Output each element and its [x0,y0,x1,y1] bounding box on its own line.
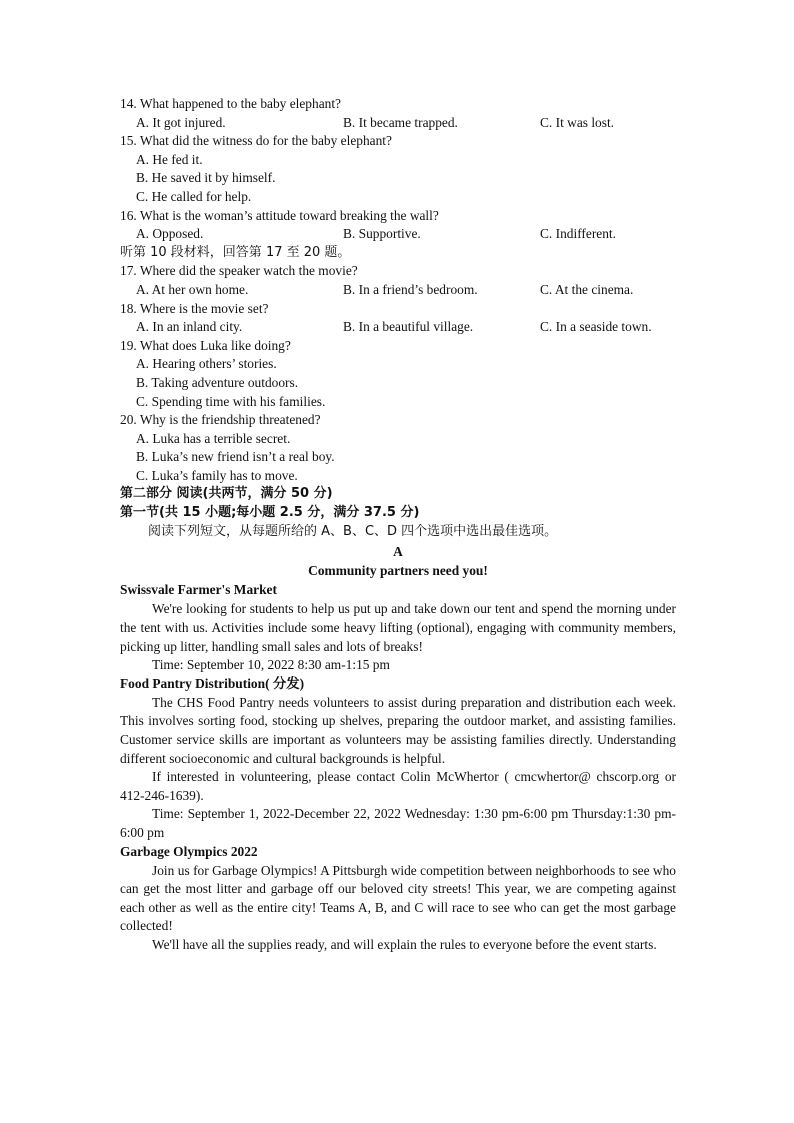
section-body-2: We'll have all the supplies ready, and will explain the rules to everyone before the event starts. [152,936,657,952]
option-b: B. In a friend’s bedroom. [343,281,478,297]
question-18: 18. Where is the movie set? [120,300,269,316]
section-heading: Swissvale Farmer's Market [120,582,277,598]
question-14: 14. What happened to the baby elephant? [120,96,341,111]
question-16: 16. What is the woman’s attitude toward breaking the wall? [120,207,439,223]
options-row-18 [120,318,676,337]
option-b: B. Taking adventure outdoors. [136,374,299,390]
option-c: C. At the cinema. [540,281,634,297]
option-a: A. At her own home. [136,281,249,297]
options-row-16 [120,225,676,244]
option-c: C. He called for help. [136,188,252,204]
question-15: 15. What did the witness do for the baby elephant? [120,133,392,149]
option-c: C. In a seaside town. [540,319,652,335]
reading-instruction: 阅读下列短文，从每题所给的 A、B、C、D 四个选项中选出最佳选项。 [148,524,558,540]
section-time: Time: September 1, 2022-December 22, 2022 Wednesday: 1:30 pm-6:00 pm Thursday:1:30 pm-6:00 pm [120,806,676,840]
section-heading: Food Pantry Distribution( 分发) [120,675,305,691]
option-a: A. In an inland city. [136,319,243,335]
option-a: A. Luka has a terrible secret. [136,430,291,446]
option-c: C. Spending time with his families. [136,393,326,409]
options-row-17 [120,281,676,300]
option-a: A. It got injured. [136,114,226,130]
section1-heading: 第一节(共 15 小题;每小题 2.5 分，满分 37.5 分) [120,505,420,521]
option-a: A. Opposed. [136,226,204,242]
option-b: B. He saved it by himself. [136,170,276,186]
option-a: A. He fed it. [136,151,203,167]
question-19: 19. What does Luka like doing? [120,337,291,353]
option-b: B. Luka’s new friend isn’t a real boy. [136,449,335,465]
part2-heading: 第二部分 阅读(共两节，满分 50 分) [120,486,333,502]
option-c: C. It was lost. [540,114,615,130]
section-time: Time: September 10, 2022 8:30 am-1:15 pm [152,657,390,673]
passage-letter: A [393,544,403,560]
option-a: A. Hearing others’ stories. [136,356,277,372]
options-row-14 [120,114,676,133]
exam-page [120,95,676,955]
option-c: C. Indifferent. [540,226,616,242]
option-c: C. Luka’s family has to move. [136,467,298,483]
question-17: 17. Where did the speaker watch the movie? [120,263,358,279]
option-b: B. It became trapped. [343,114,458,130]
section-body: The CHS Food Pantry needs volunteers to assist during preparation and distribution each week. This involves sorting food, stocking up shelves, preparing the outdoor market, and assisting families. Customer service skills are important as volunteers may be assisting families directly. Understanding different socioeconomic and cultural backgrounds is helpful. [120,694,676,766]
option-b: B. In a beautiful village. [343,319,474,335]
section-body: We're looking for students to help us put up and take down our tent and spend the morning under the tent with us. Activities include some heavy lifting (optional), engaging with community members, picking up litter, handling small sales and lots of breaks! [120,601,676,654]
section-heading: Garbage Olympics 2022 [120,843,258,859]
passage-title: Community partners need you! [308,563,488,579]
section-contact: If interested in volunteering, please contact Colin McWhertor ( cmcwhertor@ chscorp.org or 412-246-1639). [120,769,676,803]
section-body: Join us for Garbage Olympics! A Pittsburgh wide competition between neighborhoods to see who can get the most litter and garbage off our beloved city streets! This year, we are competing against each other as well as the entire city! Teams A, B, and C will race to see who can get the most garbage collected! [120,862,676,934]
option-b: B. Supportive. [343,226,421,242]
listening-instruction: 听第 10 段材料，回答第 17 至 20 题。 [120,244,351,260]
question-20: 20. Why is the friendship threatened? [120,412,321,428]
